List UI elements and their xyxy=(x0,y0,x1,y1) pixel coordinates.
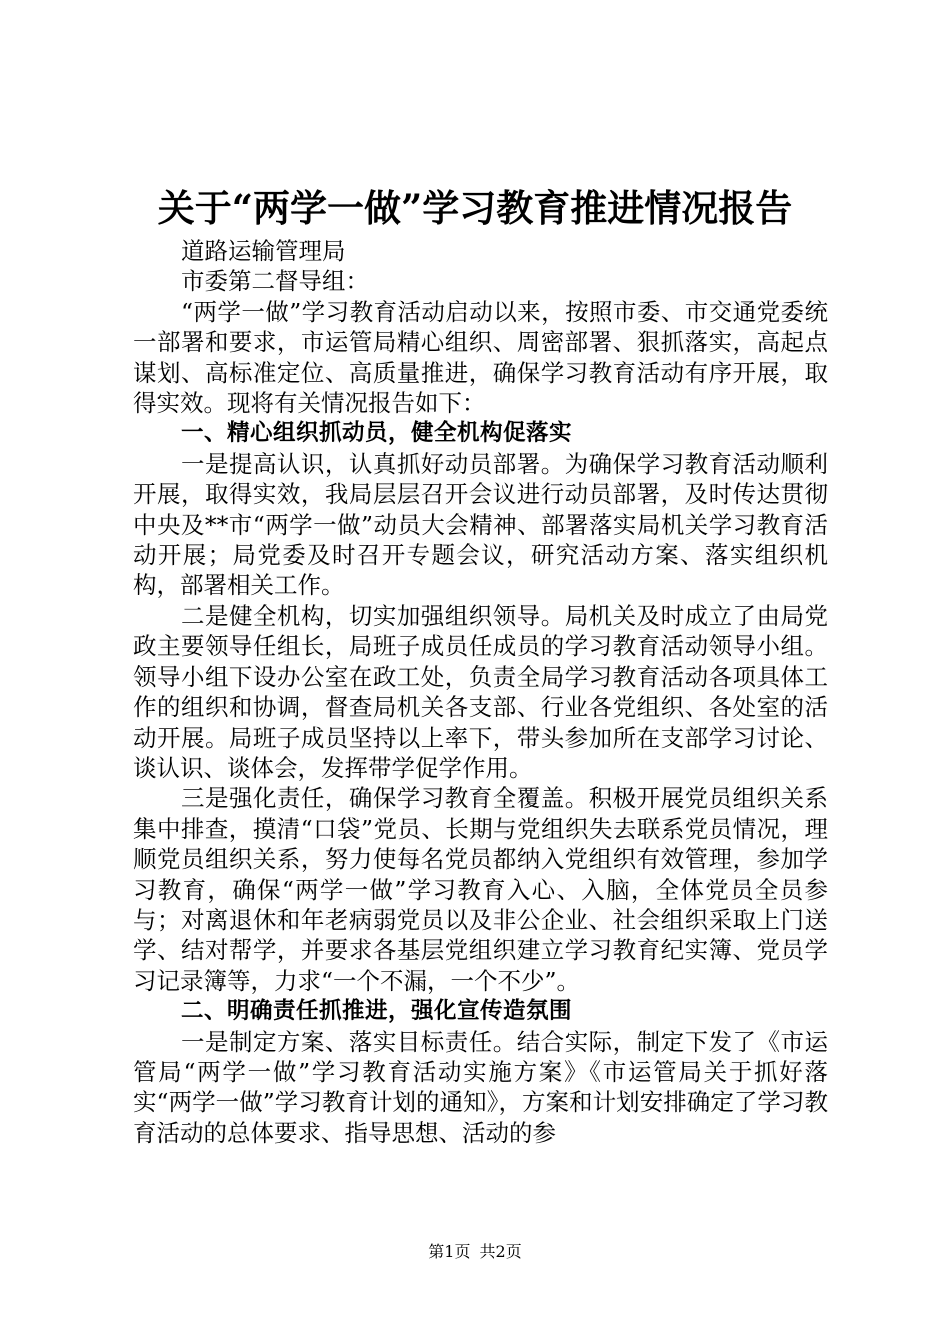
document-title: 关于“两学一做”学习教育推进情况报告 xyxy=(157,186,793,230)
section-heading-1: 一、精心组织抓动员，健全机构促落实 xyxy=(181,420,573,447)
author-line: 道路运输管理局 xyxy=(181,237,346,265)
recipient-line: 市委第二督导组： xyxy=(181,267,369,296)
page-total: 共2页 xyxy=(479,1242,522,1261)
section-heading-2: 二、明确责任抓推进，强化宣传造氛围 xyxy=(181,998,573,1025)
document-body xyxy=(133,236,828,1148)
section1-paragraph: 二是健全机构，切实加强组织领导。局机关及时成立了由局党政主要领导任组长，局班子成员任成员的学习教育活动领导小组。领导小组下设办公室在政工处，负责全局学习教育活动各项具体工作的组织和协调，督查局机关各支部、行业各党组织、各处室的活动开展。局班子成员坚持以上率下，带头参加所在支部学习讨论、谈认识、谈体会，发挥带学促学作用。 xyxy=(133,601,828,782)
section2-paragraph: 一是制定方案、落实目标责任。结合实际，制定下发了《市运管局“两学一做”学习教育活动实施方案》《市运管局关于抓好落实“两学一做”学习教育计划的通知》，方案和计划安排确定了学习教育活动的总体要求、指导思想、活动的参 xyxy=(133,1027,828,1147)
page-footer xyxy=(0,1242,950,1262)
page-number: 第1页 xyxy=(428,1242,471,1261)
section1-paragraph: 一是提高认识，认真抓好动员部署。为确保学习教育活动顺利开展，取得实效，我局层层召开会议进行动员部署，及时传达贯彻中央及**市“两学一做”动员大会精神、部署落实局机关学习教育活动开展；局党委及时召开专题会议，研究活动方案、落实组织机构，部署相关工作。 xyxy=(133,449,828,600)
section1-paragraph: 三是强化责任，确保学习教育全覆盖。积极开展党员组织关系集中排查，摸清“口袋”党员、长期与党组织失去联系党员情况，理顺党员组织关系，努力使每名党员都纳入党组织有效管理，参加学习教育，确保“两学一做”学习教育入心、入脑，全体党员全员参与；对离退休和年老病弱党员以及非公企业、社会组织采取上门送学、结对帮学，并要求各基层党组织建立学习教育纪实簿、党员学习记录簿等，力求“一个不漏，一个不少”。 xyxy=(133,784,828,995)
intro-paragraph: “两学一做”学习教育活动启动以来，按照市委、市交通党委统一部署和要求，市运管局精心组织、周密部署、狠抓落实，高起点谋划、高标准定位、高质量推进，确保学习教育活动有序开展，取得实效。现将有关情况报告如下： xyxy=(133,297,828,418)
